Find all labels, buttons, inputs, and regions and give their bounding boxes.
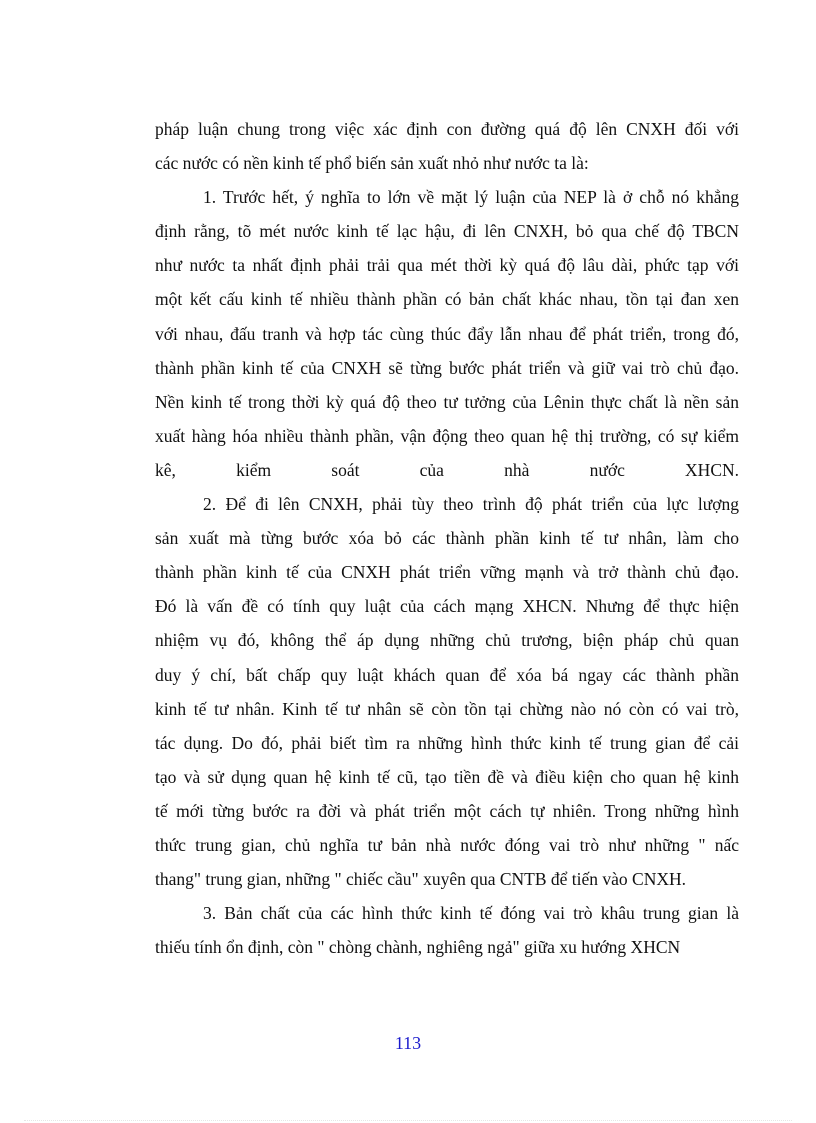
text-line: xuất hàng hóa nhiều thành phần, vận động theo quan hệ thị trường, có sự kiểm [155, 425, 739, 446]
text-line: như nước ta nhất định phải trải qua mét thời kỳ quá độ lâu dài, phức tạp với [155, 255, 739, 276]
text-line: Nền kinh tế trong thời kỳ quá độ theo tư tưởng của Lênin thực chất là nền sản [155, 391, 739, 412]
text-line: tác dụng. Do đó, phải biết tìm ra những hình thức kinh tế trung gian để cải [155, 732, 739, 753]
text-line: sản xuất mà từng bước xóa bỏ các thành phần kinh tế tư nhân, làm cho [155, 528, 739, 549]
document-body [155, 112, 739, 964]
text-line: kê, kiểm soát của nhà nước XHCN. [155, 459, 739, 480]
text-line: với nhau, đấu tranh và hợp tác cùng thúc đẩy lẫn nhau để phát triển, trong đó, [155, 323, 739, 344]
text-line: thành phần kinh tế của CNXH phát triển vững mạnh và trở thành chủ đạo. [155, 562, 739, 583]
text-line: kinh tế tư nhân. Kinh tế tư nhân sẽ còn tồn tại chừng nào nó còn có vai trò, [155, 698, 739, 719]
text-line: thức trung gian, chủ nghĩa tư bản nhà nước đóng vai trò như những " nấc [155, 834, 739, 855]
text-line: một kết cấu kinh tế nhiều thành phần có bản chất khác nhau, tồn tại đan xen [155, 289, 739, 310]
text-line: 2. Để đi lên CNXH, phải tùy theo trình độ phát triển của lực lượng [203, 494, 739, 515]
text-line: các nước có nền kinh tế phổ biến sản xuất nhỏ như nước ta là: [155, 153, 589, 174]
text-line: 3. Bản chất của các hình thức kinh tế đóng vai trò khâu trung gian là [203, 903, 739, 924]
text-line: thang" trung gian, những " chiếc cầu" xuyên qua CNTB để tiến vào CNXH. [155, 869, 687, 890]
text-line: pháp luận chung trong việc xác định con đường quá độ lên CNXH đối với [155, 119, 739, 139]
text-line: nhiệm vụ đó, không thể áp dụng những chủ trương, biện pháp chủ quan [155, 630, 739, 651]
page-bottom-divider [24, 1120, 792, 1121]
text-line: thiếu tính ổn định, còn " chòng chành, nghiêng ngả" giữa xu hướng XHCN [155, 937, 681, 958]
page-number: 113 [394, 1033, 422, 1053]
text-line: 1. Trước hết, ý nghĩa to lớn về mặt lý luận của NEP là ở chỗ nó khẳng [203, 187, 739, 208]
text-line: tế mới từng bước ra đời và phát triển một cách tự nhiên. Trong những hình [155, 800, 739, 821]
text-line: Đó là vấn đề có tính quy luật của cách mạng XHCN. Nhưng để thực hiện [155, 596, 739, 617]
text-line: định rằng, tõ mét nước kinh tế lạc hậu, đi lên CNXH, bỏ qua chế độ TBCN [155, 221, 739, 242]
text-line: thành phần kinh tế của CNXH sẽ từng bước phát triển và giữ vai trò chủ đạo. [155, 357, 739, 378]
text-line: duy ý chí, bất chấp quy luật khách quan để xóa bá ngay các thành phần [155, 664, 739, 685]
text-line: tạo và sử dụng quan hệ kinh tế cũ, tạo tiền đề và điều kiện cho quan hệ kinh [155, 766, 739, 787]
